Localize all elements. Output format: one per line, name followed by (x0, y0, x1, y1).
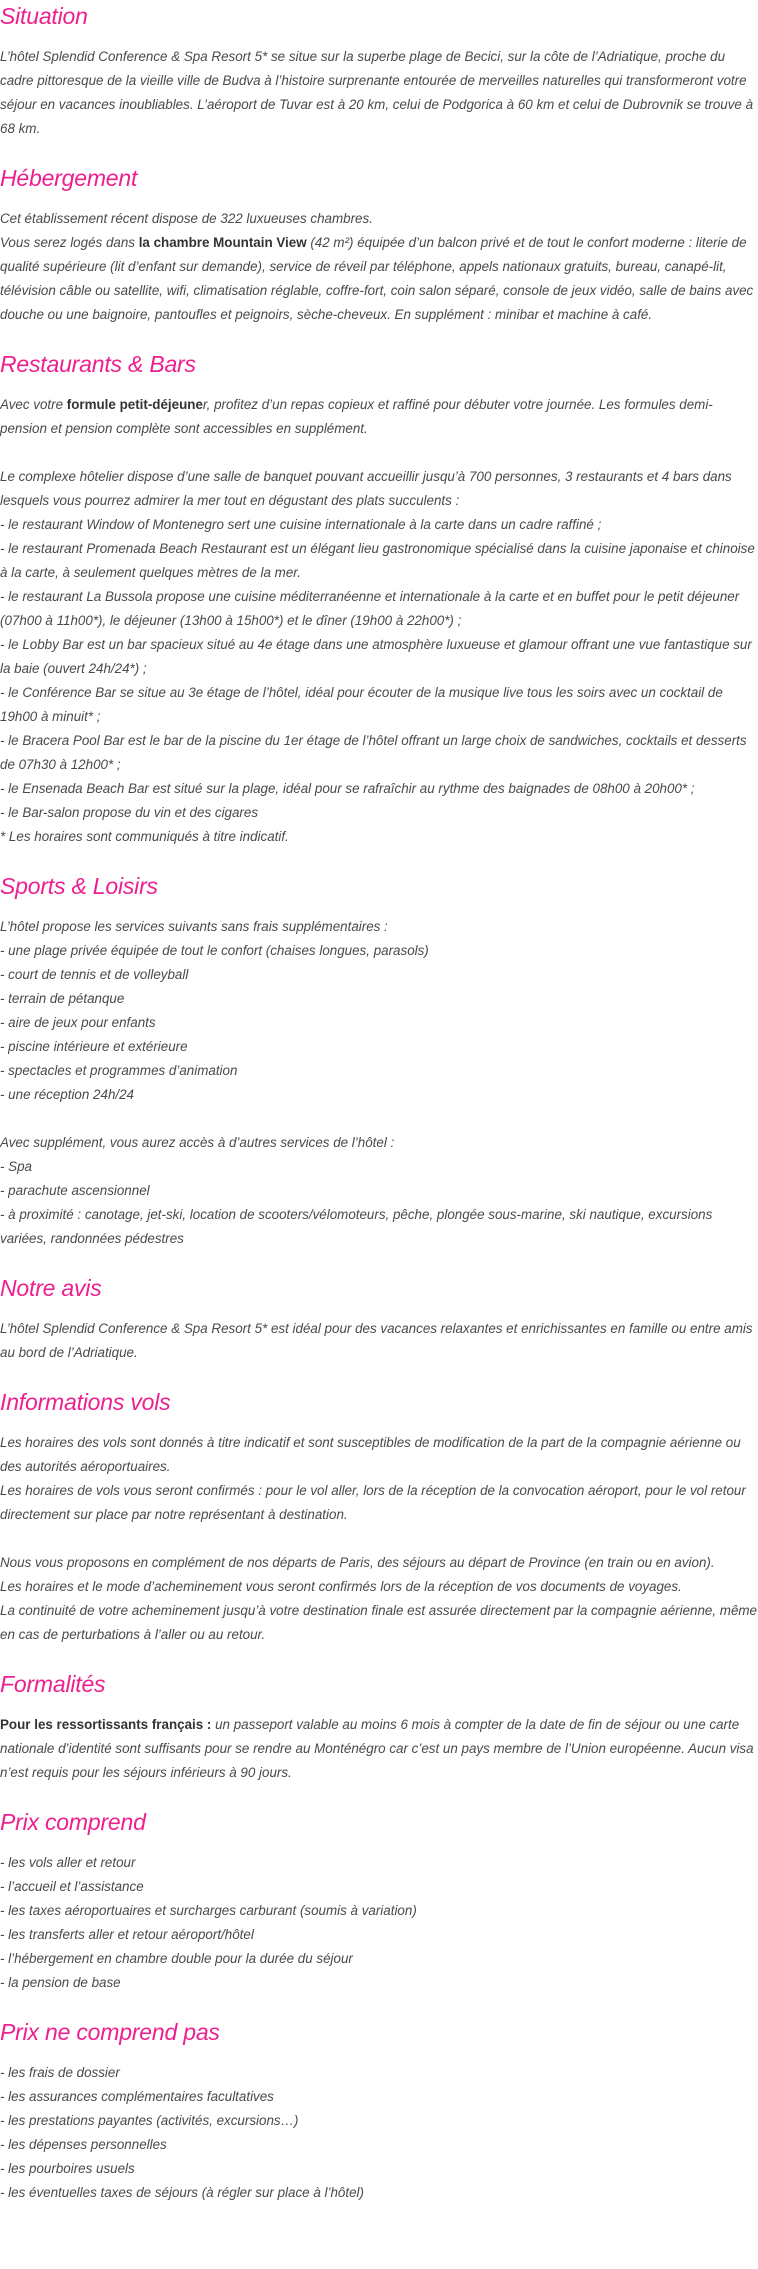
restaurants-intro (0, 393, 758, 441)
list-item: Le complexe hôtelier dispose d’une salle de banquet pouvant accueillir jusqu’à 700 personnes, 3 restaurants et 4 bars dans lesquels vous pourrez admirer la mer tout en dégustant des plats succulents : (0, 469, 732, 508)
section-vols (0, 1387, 758, 1647)
list-item: - les prestations payantes (activités, excursions…) (0, 2113, 299, 2128)
list-item: - les taxes aéroportuaires et surcharges carburant (soumis à variation) (0, 1903, 417, 1918)
list-item: - une plage privée équipée de tout le confort (chaises longues, parasols) (0, 943, 429, 958)
list-item: - le restaurant Promenada Beach Restaurant est un élégant lieu gastronomique spécialisé dans la cuisine japonaise et chinoise à la carte, à seulement quelques mètres de la mer. (0, 541, 755, 580)
list-item: - les vols aller et retour (0, 1855, 136, 1870)
list-item: - terrain de pétanque (0, 991, 125, 1006)
list-item: L’hôtel propose les services suivants sans frais supplémentaires : (0, 919, 388, 934)
situation-text: L’hôtel Splendid Conference & Spa Resort 5* se situe sur la superbe plage de Becici, sur la côte de l’Adriatique, proche du cadre pittoresque de la vieille ville de Budva à l’histoire surprenante entourée de merveilles naturelles qui transformeront votre séjour en vacances inoubliables. L’aéroport de Tuvar est à 20 km, celui de Podgorica à 60 km et celui de Dubrovnik se trouve à 68 km. (0, 49, 754, 136)
hebergement-room-post: (42 m²) équipée d’un balcon privé et de tout le confort moderne : literie de qualité supérieure (lit d’enfant sur demande), service de réveil par téléphone, appels nationaux gratuits, bureau, canapé-lit, télévision câble ou satellite, wifi, climatisation réglable, coffre-fort, coin salon séparé, console de jeux vidéo, salle de bains avec douche ou une baignoire, pantoufles et peignoirs, sèche-cheveux. En supplément : minibar et machine à café. (0, 235, 754, 322)
section-title: Prix ne comprend pas (0, 2019, 220, 2045)
list-item: - piscine intérieure et extérieure (0, 1039, 188, 1054)
section-prix-comprend (0, 1807, 758, 1995)
list-item: - les assurances complémentaires facultatives (0, 2089, 274, 2104)
list-item: Avec supplément, vous aurez accès à d’autres services de l’hôtel : (0, 1135, 395, 1150)
formule-label: formule petit-déjeune (66, 397, 203, 412)
list-item: - le Bar-salon propose du vin et des cigares (0, 805, 259, 820)
list-item: - les transferts aller et retour aéroport/hôtel (0, 1927, 254, 1942)
list-item: - spectacles et programmes d’animation (0, 1063, 238, 1078)
prix-comprend-list (0, 1851, 758, 1995)
list-item: - court de tennis et de volleyball (0, 967, 189, 982)
section-sports (0, 871, 758, 1251)
list-item: - le restaurant Window of Montenegro sert une cuisine internationale à la carte dans un cadre raffiné ; (0, 517, 602, 532)
list-item: - à proximité : canotage, jet-ski, location de scooters/vélomoteurs, pêche, plongée sous-marine, ski nautique, excursions variées, randonnées pédestres (0, 1207, 713, 1246)
vols-paragraph: Les horaires et le mode d’acheminement vous seront confirmés lors de la réception de vos documents de voyages. (0, 1579, 682, 1594)
list-item: - l’accueil et l’assistance (0, 1879, 144, 1894)
sports-extra-list (0, 1131, 758, 1251)
section-situation (0, 1, 758, 141)
list-item: - les dépenses personnelles (0, 2137, 167, 2152)
list-item: - aire de jeux pour enfants (0, 1015, 156, 1030)
section-title: Situation (0, 3, 88, 29)
list-item: - les pourboires usuels (0, 2161, 135, 2176)
hebergement-room-pre: Vous serez logés dans (0, 235, 139, 250)
section-title: Sports & Loisirs (0, 873, 158, 899)
list-item: * Les horaires sont communiqués à titre indicatif. (0, 829, 289, 844)
formalites-label: Pour les ressortissants français : (0, 1717, 212, 1732)
section-title: Formalités (0, 1671, 106, 1697)
restaurants-list (0, 465, 758, 849)
prix-ne-comprend-list (0, 2061, 758, 2205)
section-title: Hébergement (0, 165, 138, 191)
room-type: la chambre Mountain View (138, 235, 307, 250)
section-title: Notre avis (0, 1275, 102, 1301)
intro-pre: Avec votre (0, 397, 67, 412)
list-item: - Spa (0, 1159, 33, 1174)
hebergement-text (0, 207, 758, 327)
vols-block-1 (0, 1431, 758, 1527)
section-avis (0, 1273, 758, 1365)
section-hebergement (0, 163, 758, 327)
formalites-text (0, 1713, 758, 1785)
section-formalites (0, 1669, 758, 1785)
formalites-body: un passeport valable au moins 6 mois à compter de la date de fin de séjour ou une carte nationale d’identité sont suffisants pour se rendre au Monténégro car c’est un pays membre de l’Union européenne. Aucun visa n’est requis pour les séjours inférieurs à 90 jours. (0, 1717, 754, 1780)
list-item: - la pension de base (0, 1975, 121, 1990)
section-title: Informations vols (0, 1389, 171, 1415)
list-item: - une réception 24h/24 (0, 1087, 135, 1102)
section-title: Restaurants & Bars (0, 351, 196, 377)
vols-paragraph: Les horaires des vols sont donnés à titre indicatif et sont susceptibles de modification de la part de la compagnie aérienne ou des autorités aéroportuaires. (0, 1435, 741, 1474)
avis-text: L’hôtel Splendid Conference & Spa Resort 5* est idéal pour des vacances relaxantes et enrichissantes en famille ou entre amis au bord de l’Adriatique. (0, 1321, 753, 1360)
list-item: - le restaurant La Bussola propose une cuisine méditerranéenne et internationale à la carte et en buffet pour le petit déjeuner (07h00 à 11h00*), le déjeuner (13h00 à 15h00*) et le dîner (19h00 à 22h00*) ; (0, 589, 740, 628)
page (0, 1, 758, 2205)
section-restaurants (0, 349, 758, 849)
list-item: - l’hébergement en chambre double pour la durée du séjour (0, 1951, 353, 1966)
list-item: - le Lobby Bar est un bar spacieux situé au 4e étage dans une atmosphère luxueuse et glamour offrant une vue fantastique sur la baie (ouvert 24h/24*) ; (0, 637, 752, 676)
section-title: Prix comprend (0, 1809, 146, 1835)
list-item: - le Ensenada Beach Bar est situé sur la plage, idéal pour se rafraîchir au rythme des baignades de 08h00 à 20h00* ; (0, 781, 695, 796)
vols-block-2 (0, 1551, 758, 1647)
vols-paragraph: La continuité de votre acheminement jusqu’à votre destination finale est assurée directement par la compagnie aérienne, même en cas de perturbations à l’aller ou au retour. (0, 1603, 758, 1642)
section-prix-ne-comprend (0, 2017, 758, 2205)
list-item: - le Bracera Pool Bar est le bar de la piscine du 1er étage de l’hôtel offrant un large choix de sandwiches, cocktails et desserts de 07h30 à 12h00* ; (0, 733, 747, 772)
intro-post: r, profitez d’un repas copieux et raffiné pour débuter votre journée. Les formules demi-pension et pension complète sont accessibles en supplément. (0, 397, 713, 436)
list-item: - parachute ascensionnel (0, 1183, 150, 1198)
list-item: - le Conférence Bar se situe au 3e étage de l’hôtel, idéal pour écouter de la musique live tous les soirs avec un cocktail de 19h00 à minuit* ; (0, 685, 723, 724)
hebergement-line: Cet établissement récent dispose de 322 luxueuses chambres. (0, 211, 373, 226)
list-item: - les frais de dossier (0, 2065, 120, 2080)
sports-list (0, 915, 758, 1107)
vols-paragraph: Les horaires de vols vous seront confirmés : pour le vol aller, lors de la réception de la convocation aéroport, pour le vol retour directement sur place par notre représentant à destination. (0, 1483, 746, 1522)
list-item: - les éventuelles taxes de séjours (à régler sur place à l’hôtel) (0, 2185, 364, 2200)
vols-paragraph: Nous vous proposons en complément de nos départs de Paris, des séjours au départ de Province (en train ou en avion). (0, 1555, 715, 1570)
